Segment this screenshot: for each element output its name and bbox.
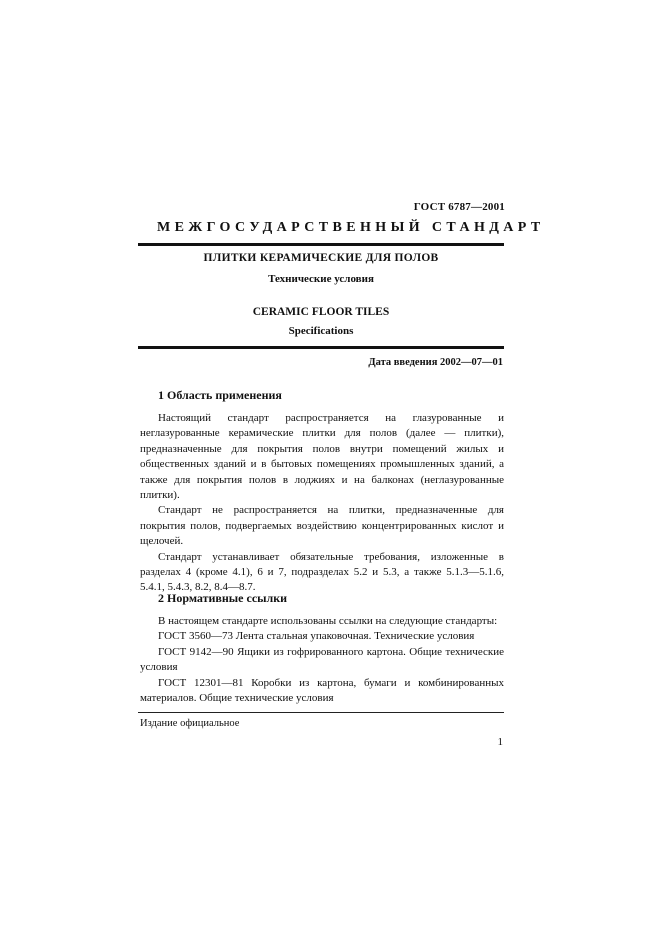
footer-rule <box>138 712 504 713</box>
paragraph: Настоящий стандарт распространяется на глазурованные и неглазурованные керамические плитки для полов (далее — плитки), предназначенные для покрытия полов внутри помещений жилых и общественных зданий и в бытовых помещениях промышленных зданий, а также для покрытия полов в лоджиях и на балконах (неглазурованные плитки). <box>140 412 504 502</box>
section-1-heading: 1 Область применения <box>158 388 282 402</box>
effective-date: Дата введения 2002—07—01 <box>368 357 503 368</box>
section-1-body <box>140 411 504 596</box>
section-2-body <box>140 614 504 706</box>
reference-item: ГОСТ 9142—90 Ящики из гофрированного картона. Общие технические условия <box>140 645 504 674</box>
interstate-standard-heading: МЕЖГОСУДАРСТВЕННЫЙ СТАНДАРТ <box>157 220 545 235</box>
paragraph: В настоящем стандарте использованы ссылки на следующие стандарты: <box>158 615 498 627</box>
official-edition-note: Издание официальное <box>140 718 240 729</box>
reference-item: ГОСТ 3560—73 Лента стальная упаковочная. Технические условия <box>158 630 475 643</box>
paragraph: Стандарт не распространяется на плитки, предназначенные для покрытия полов, подвергаемых воздействию концентрированных кислот и щелочей. <box>140 504 504 548</box>
title-english: CERAMIC FLOOR TILES <box>252 306 390 318</box>
reference-item: ГОСТ 12301—81 Коробки из картона, бумаги и комбинированных материалов. Общие технические условия <box>140 676 504 705</box>
subtitle-russian: Технические условия <box>268 273 374 285</box>
page-number: 1 <box>497 736 503 748</box>
document-number: ГОСТ 6787—2001 <box>413 201 505 213</box>
title-russian: ПЛИТКИ КЕРАМИЧЕСКИЕ ДЛЯ ПОЛОВ <box>203 252 439 264</box>
top-rule <box>138 243 504 246</box>
section-2-heading: 2 Нормативные ссылки <box>158 591 288 605</box>
title-block-rule <box>138 346 504 349</box>
subtitle-english: Specifications <box>288 325 354 337</box>
paragraph: Стандарт устанавливает обязательные требования, изложенные в разделах 4 (кроме 4.1), 6 и 7, подразделах 5.2 и 5.3, а также 5.1.3—5.1.6, 5.4.1, 5.4.3, 8.2, 8.4—8.7. <box>140 550 504 594</box>
